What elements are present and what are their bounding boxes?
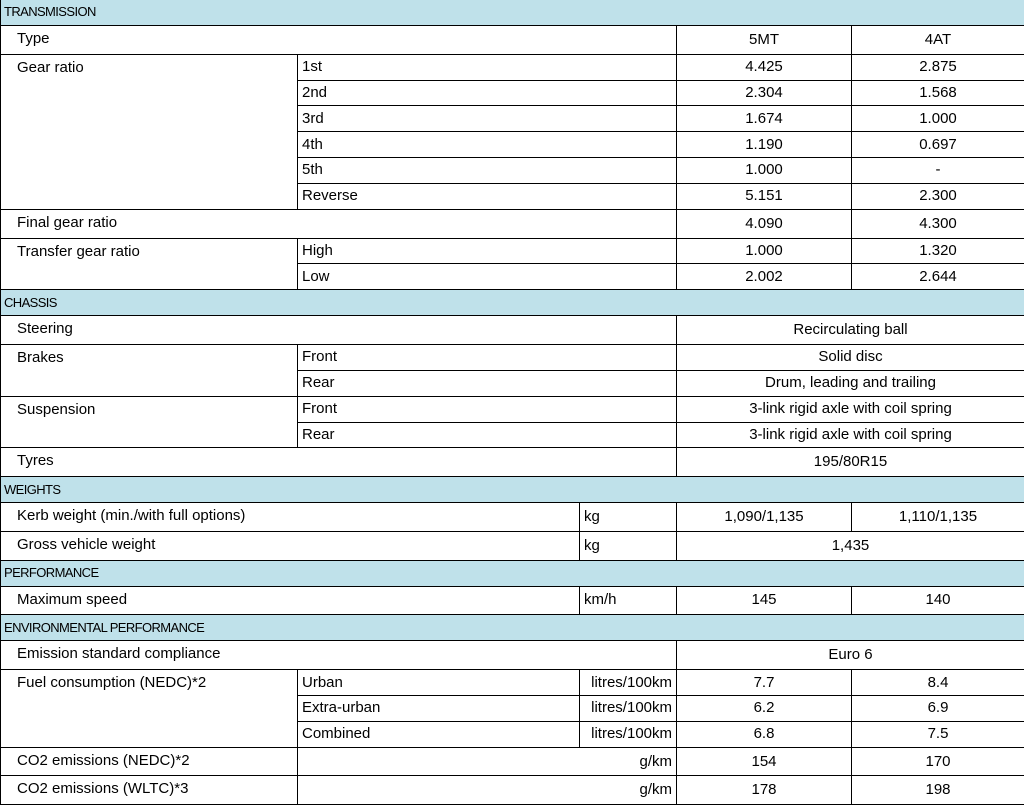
section-environmental: ENVIRONMENTAL PERFORMANCE <box>1 615 1024 641</box>
gear-at-value: - <box>852 158 1024 184</box>
co2-nedc-mt: 154 <box>677 747 852 776</box>
suspension-rear-label: Rear <box>298 422 677 448</box>
section-row <box>1 615 1024 641</box>
final-gear-mt: 4.090 <box>677 209 852 238</box>
transfer-mt-value: 1.000 <box>677 238 852 264</box>
section-row <box>1 477 1024 503</box>
steering-label: Steering <box>1 316 677 345</box>
brakes-label: Brakes <box>1 344 298 396</box>
co2-nedc-at: 170 <box>852 747 1024 776</box>
transfer-at-value: 2.644 <box>852 264 1024 290</box>
gear-name: 4th <box>298 132 677 158</box>
transfer-mt-value: 2.002 <box>677 264 852 290</box>
gear-name: 1st <box>298 54 677 80</box>
co2-wltc-unit: g/km <box>298 776 677 805</box>
co2-wltc-mt: 178 <box>677 776 852 805</box>
kerb-weight-label: Kerb weight (min./with full options) <box>1 503 580 532</box>
section-transmission: TRANSMISSION <box>1 0 1024 25</box>
table-row <box>1 776 1024 805</box>
final-gear-label: Final gear ratio <box>1 209 677 238</box>
table-row <box>1 503 1024 532</box>
table-row <box>1 209 1024 238</box>
fuel-at-value: 8.4 <box>852 670 1024 696</box>
table-row <box>1 586 1024 615</box>
section-row <box>1 290 1024 316</box>
tyres-value: 195/80R15 <box>677 448 1024 477</box>
table-row <box>1 641 1024 670</box>
kerb-weight-mt: 1,090/1,135 <box>677 503 852 532</box>
tyres-label: Tyres <box>1 448 677 477</box>
gear-name: 5th <box>298 158 677 184</box>
table-row <box>1 531 1024 560</box>
gear-at-value: 2.875 <box>852 54 1024 80</box>
kerb-weight-unit: kg <box>580 503 677 532</box>
gear-at-value: 1.568 <box>852 80 1024 106</box>
gear-mt-value: 4.425 <box>677 54 852 80</box>
fuel-unit: litres/100km <box>580 670 677 696</box>
section-chassis: CHASSIS <box>1 290 1024 316</box>
max-speed-mt: 145 <box>677 586 852 615</box>
gear-mt-value: 1.000 <box>677 158 852 184</box>
max-speed-label: Maximum speed <box>1 586 580 615</box>
gross-weight-label: Gross vehicle weight <box>1 531 580 560</box>
table-row <box>1 316 1024 345</box>
suspension-front-value: 3-link rigid axle with coil spring <box>677 396 1024 422</box>
table-row <box>1 747 1024 776</box>
section-row <box>1 0 1024 25</box>
table-row <box>1 448 1024 477</box>
transfer-name: Low <box>298 264 677 290</box>
brakes-front-label: Front <box>298 344 677 370</box>
fuel-mode-name: Extra-urban <box>298 695 580 721</box>
gear-name: Reverse <box>298 183 677 209</box>
transfer-gear-label: Transfer gear ratio <box>1 238 298 290</box>
gross-weight-value: 1,435 <box>677 531 1024 560</box>
transfer-name: High <box>298 238 677 264</box>
max-speed-unit: km/h <box>580 586 677 615</box>
suspension-front-label: Front <box>298 396 677 422</box>
gear-name: 2nd <box>298 80 677 106</box>
emission-label: Emission standard compliance <box>1 641 677 670</box>
table-row <box>1 396 1024 422</box>
gear-mt-value: 5.151 <box>677 183 852 209</box>
table-row <box>1 238 1024 264</box>
emission-value: Euro 6 <box>677 641 1024 670</box>
steering-value: Recirculating ball <box>677 316 1024 345</box>
gear-at-value: 1.000 <box>852 106 1024 132</box>
fuel-mode-name: Urban <box>298 670 580 696</box>
max-speed-at: 140 <box>852 586 1024 615</box>
table-row <box>1 54 1024 80</box>
transfer-at-value: 1.320 <box>852 238 1024 264</box>
gear-at-value: 0.697 <box>852 132 1024 158</box>
co2-nedc-unit: g/km <box>298 747 677 776</box>
gear-mt-value: 2.304 <box>677 80 852 106</box>
gross-weight-unit: kg <box>580 531 677 560</box>
fuel-consumption-label: Fuel consumption (NEDC)*2 <box>1 670 298 748</box>
fuel-unit: litres/100km <box>580 695 677 721</box>
fuel-mode-name: Combined <box>298 721 580 747</box>
co2-nedc-label: CO2 emissions (NEDC)*2 <box>1 747 298 776</box>
section-performance: PERFORMANCE <box>1 560 1024 586</box>
brakes-rear-label: Rear <box>298 370 677 396</box>
table-row <box>1 670 1024 696</box>
co2-wltc-label: CO2 emissions (WLTC)*3 <box>1 776 298 805</box>
section-row <box>1 560 1024 586</box>
gear-mt-value: 1.190 <box>677 132 852 158</box>
fuel-unit: litres/100km <box>580 721 677 747</box>
suspension-label: Suspension <box>1 396 298 448</box>
co2-wltc-at: 198 <box>852 776 1024 805</box>
fuel-mt-value: 7.7 <box>677 670 852 696</box>
table-row <box>1 25 1024 54</box>
fuel-at-value: 6.9 <box>852 695 1024 721</box>
gear-at-value: 2.300 <box>852 183 1024 209</box>
table-row <box>1 344 1024 370</box>
final-gear-at: 4.300 <box>852 209 1024 238</box>
brakes-rear-value: Drum, leading and trailing <box>677 370 1024 396</box>
fuel-at-value: 7.5 <box>852 721 1024 747</box>
brakes-front-value: Solid disc <box>677 344 1024 370</box>
gear-name: 3rd <box>298 106 677 132</box>
gear-ratio-label: Gear ratio <box>1 54 298 209</box>
section-weights: WEIGHTS <box>1 477 1024 503</box>
fuel-mt-value: 6.2 <box>677 695 852 721</box>
kerb-weight-at: 1,110/1,135 <box>852 503 1024 532</box>
fuel-mt-value: 6.8 <box>677 721 852 747</box>
col-header-4at: 4AT <box>852 25 1024 54</box>
gear-mt-value: 1.674 <box>677 106 852 132</box>
col-header-5mt: 5MT <box>677 25 852 54</box>
suspension-rear-value: 3-link rigid axle with coil spring <box>677 422 1024 448</box>
type-label: Type <box>1 25 677 54</box>
